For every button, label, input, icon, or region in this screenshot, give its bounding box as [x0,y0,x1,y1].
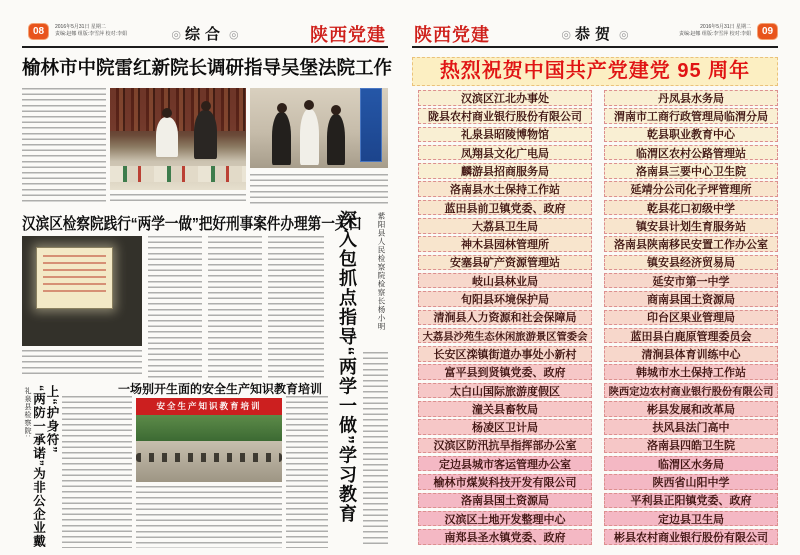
vertical-kicker: 礼泉县检察院: [24,387,31,438]
org-box: 太白山国际旅游度假区 [418,383,592,399]
org-list-left-column [418,90,592,545]
org-box: 榆林市煤炭科技开发有限公司 [418,474,592,490]
org-box: 洛南县三要中心卫生院 [604,163,778,179]
section-label: 综合 [184,26,226,43]
date-line: 2016年5月31日 星期二 [55,24,106,30]
page-header-left [22,20,388,48]
page-number-badge: 09 [757,23,778,40]
section-title [561,23,628,44]
trees-graphic [136,415,282,441]
photo-standing-group [250,88,388,168]
person-figure [300,109,319,165]
org-box: 汉滨区防汛抗旱指挥部办公室 [418,438,592,454]
documents-on-table [110,166,246,182]
org-box: 乾县职业教育中心 [604,127,778,143]
page-right [412,18,778,548]
photo-projection-meeting [22,236,142,346]
section-label: 恭贺 [574,26,616,43]
body-text-column [208,236,262,378]
org-box: 乾县花口初级中学 [604,200,778,216]
org-box: 洛南县国土资源局 [418,493,592,509]
org-box: 清涧县体育训练中心 [604,346,778,362]
date-line: 2016年5月31日 星期二 [700,24,751,30]
org-box: 延靖分公司化子坪管理所 [604,181,778,197]
org-box: 清涧县人力资源和社会保障局 [418,310,592,326]
date-block [679,24,751,38]
org-box: 镇安县计划生育服务站 [604,218,778,234]
body-text-column [62,396,132,548]
org-box: 凤翔县文化广电局 [418,145,592,161]
org-list-right-column [604,90,778,545]
org-box: 临渭区水务局 [604,456,778,472]
vertical-kicker: 紫阳县人民检察院检察长杨小明 [377,212,386,331]
org-box: 丹凤县水务局 [604,90,778,106]
person-figure [272,112,291,165]
org-box: 汉滨区江北办事处 [418,90,592,106]
org-box: 神木县园林管理所 [418,236,592,252]
org-box: 富平县到贤镇党委、政府 [418,364,592,380]
audience-heads-graphic [136,453,282,462]
org-box: 临渭区农村公路管理站 [604,145,778,161]
org-box: 麟游县招商服务局 [418,163,592,179]
person-figure [156,117,178,158]
org-box: 汉滨区土地开发整理中心 [418,511,592,527]
credits-line: 责编:赵娜 组版:李雪萍 校对:李娟 [679,31,751,37]
photo-caption [110,194,246,205]
credits-line: 责编:赵娜 组版:李雪萍 校对:李娟 [55,31,127,37]
body-text-column [268,236,324,378]
blue-banner-graphic [360,88,382,162]
photo-safety-training [136,398,282,482]
audience-graphic [136,441,282,482]
org-box: 陕西定边农村商业银行股份有限公司 [604,383,778,399]
body-text-column [22,350,142,378]
org-box: 大荔县沙苑生态休闲旅游景区管委会 [418,328,592,344]
org-box: 彬县发展和改革局 [604,401,778,417]
org-box: 蓝田县前卫镇党委、政府 [418,200,592,216]
org-box: 定边县城市客运管理办公室 [418,456,592,472]
org-box: 杨凌区卫计局 [418,419,592,435]
org-box: 平利县正阳镇党委、政府 [604,493,778,509]
deco-circle-icon: ◎ [171,29,181,41]
org-box: 长安区滦镇街道办事处小新村 [418,346,592,362]
masthead: 陕西党建 [414,25,490,45]
org-box: 渭南市工商行政管理局临渭分局 [604,108,778,124]
org-box: 定边县卫生局 [604,511,778,527]
vertical-story-right [332,210,388,548]
photo-office-visit [110,88,246,190]
deco-circle-icon: ◎ [561,29,571,41]
org-box: 彬县农村商业银行股份有限公司 [604,529,778,545]
org-box: 岐山县林业局 [418,273,592,289]
bookshelf-graphic [110,88,246,131]
deco-circle-icon: ◎ [619,29,629,41]
body-text-column [148,236,202,378]
org-box: 南郑县圣水镇党委、政府 [418,529,592,545]
org-box: 安塞县矿产资源管理站 [418,255,592,271]
red-banner: 安全生产知识教育培训 [136,398,282,415]
org-box: 旬阳县环境保护局 [418,291,592,307]
section-title [171,23,238,44]
page-number-badge: 08 [28,23,49,40]
body-text-column [22,88,106,205]
screen-text-graphic [43,255,106,297]
org-box: 扶风县法门高中 [604,419,778,435]
org-box: 延安市第一中学 [604,273,778,289]
masthead: 陕西党建 [310,25,386,45]
vertical-story-left [22,385,58,548]
vertical-headline: 深入包抓点指导“两学一做”学习教育 [337,210,357,524]
body-text-column [363,352,388,546]
org-box: 印台区果业管理局 [604,310,778,326]
org-box: 潼关县畜牧局 [418,401,592,417]
page-header-right [412,20,778,48]
body-text-column [250,174,388,205]
body-text-column [286,396,328,548]
projector-screen-graphic [36,247,113,309]
org-box: 蓝田县白鹿原管理委员会 [604,328,778,344]
story3-headline: 一场别开生面的安全生产知识教育培训 [117,382,322,396]
body-text-column [136,486,282,548]
org-box: 镇安县经济贸易局 [604,255,778,271]
story2-headline: 汉滨区检察院践行“两学一做”把好刑事案件办理第一关口 [22,216,363,233]
congrats-banner-title: 热烈祝贺中国共产党建党 95 周年 [412,57,778,86]
page-left [22,18,393,548]
date-block [55,24,127,38]
org-box: 洛南县四皓卫生院 [604,438,778,454]
org-box: 陇县农村商业银行股份有限公司 [418,108,592,124]
vertical-headline: “两防一承诺”为非公企业戴上“护身符” [31,385,59,548]
org-box: 陕西省山阳中学 [604,474,778,490]
org-box: 大荔县卫生局 [418,218,592,234]
person-figure [194,110,217,159]
org-box: 韩城市水土保持工作站 [604,364,778,380]
org-box: 洛南县水土保持工作站 [418,181,592,197]
org-box: 商南县国土资源局 [604,291,778,307]
person-figure [327,114,345,165]
story1-headline: 榆林市中院雷红新院长调研指导吴堡法院工作 [22,57,393,78]
org-box: 礼泉县昭陵博物馆 [418,127,592,143]
deco-circle-icon: ◎ [229,29,239,41]
org-box: 洛南县陕南移民安置工作办公室 [604,236,778,252]
